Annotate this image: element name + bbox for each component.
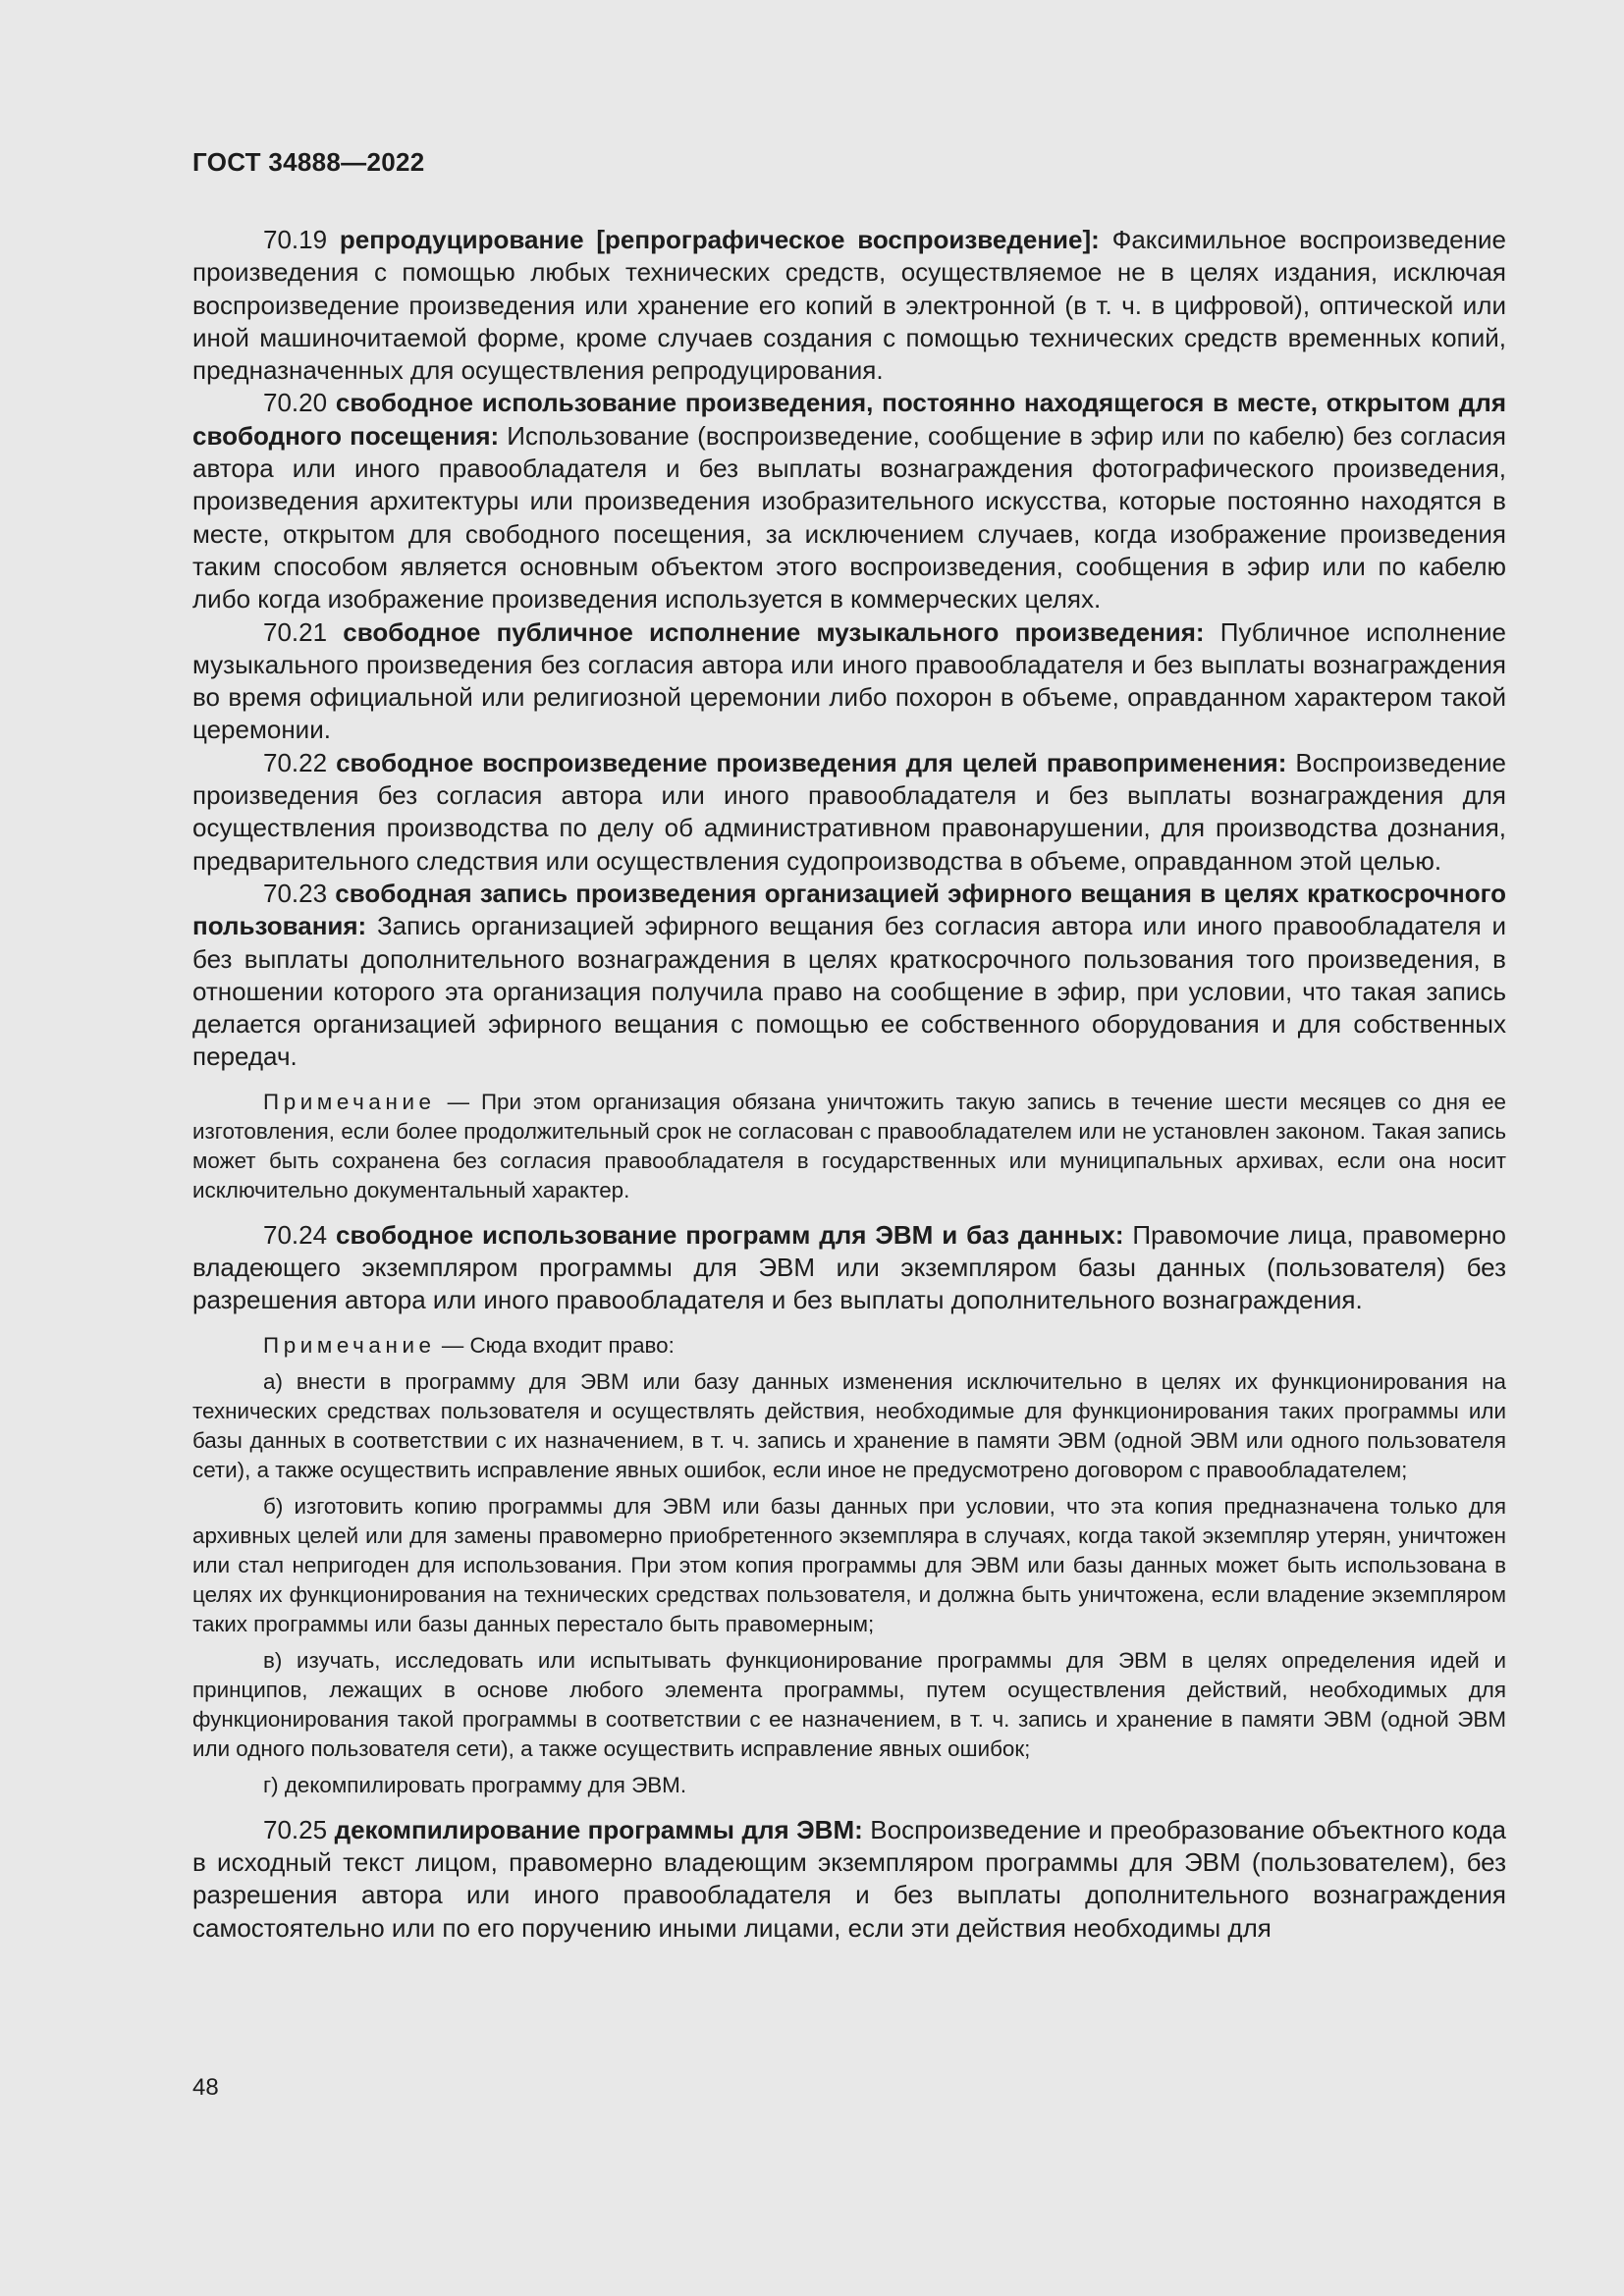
term-title: декомпилирование программы для ЭВМ: [334, 1814, 863, 1844]
term-title: свободное воспроизведение произведения для целей правоприменения: [336, 747, 1287, 777]
term-definition: Использование (воспроизведение, сообщение в эфир или по кабелю) без согласия автора или иного правообладателя и без выплаты вознаграждения фотографического произведения, произведения архитектуры или произведения изобразительного искусства, которые постоянно находятся в месте, открытом для свободного посещения, за исключением случаев, когда изображение произведения таким способом является основным объектом этого воспроизведения, сообщения в эфир или по кабелю либо когда изображение произведения используется в коммерческих целях. [192, 420, 1506, 614]
term-70-25 [192, 1814, 1506, 1945]
term-definition: Публичное исполнение музыкального произведения без согласия автора или иного правообладателя и без выплаты вознаграждения во время официальной или религиозной церемонии либо похорон в объеме, оправданном характером такой церемонии. [192, 616, 1506, 745]
note-70-24 [192, 1331, 1506, 1361]
document-body [192, 224, 1506, 1945]
term-70-22 [192, 747, 1506, 878]
note-text: — При этом организация обязана уничтожить такую запись в течение шести месяцев со дня ее изготовления, если более продолжительный срок не согласован с правообладателем или не установлен законом. Такая запись может быть сохранена без согласия правообладателя в государственных или муниципальных архивах, если она носит исключительно документальный характер. [192, 1089, 1506, 1202]
term-number: 70.21 [263, 616, 328, 647]
term-number: 70.25 [263, 1814, 328, 1844]
term-definition: Факсимильное воспроизведение произведения с помощью любых технических средств, осуществляемое не в целях издания, исключая воспроизведение произведения или хранение его копий в электронной (в т. ч. в цифровой), оптической или иной машиночитаемой форме, кроме случаев создания с помощью технических средств временных копий, предназначенных для осуществления репродуцирования. [192, 225, 1506, 386]
term-number: 70.24 [263, 1219, 328, 1250]
term-number: 70.19 [263, 225, 328, 254]
term-title: репродуцирование [репрографическое воспроизведение]: [339, 225, 1100, 254]
note-list-item-g: г) декомпилировать программу для ЭВМ. [263, 1772, 687, 1797]
term-definition: Воспроизведение и преобразование объектного кода в исходный текст лицом, правомерно владеющим экземпляром программы для ЭВМ (пользователем), без разрешения автора или иного правообладателя и без выплаты дополнительного вознаграждения самостоятельно или по его поручению иными лицами, если эти действия необходимы для [192, 1814, 1506, 1943]
document-header: ГОСТ 34888—2022 [192, 147, 425, 177]
term-definition: Воспроизведение произведения без согласия автора или иного правообладателя и без выплаты вознаграждения для осуществления производства по делу об административном правонарушении, для производства дознания, предварительного следствия или осуществления судопроизводства в объеме, оправданном этой целью. [192, 747, 1506, 876]
term-title: свободная запись произведения организацией эфирного вещания в целях краткосрочного пользования: [192, 878, 1506, 941]
term-70-24 [192, 1219, 1506, 1317]
note-label: Примечание [263, 1089, 436, 1114]
note-label: Примечание [263, 1332, 436, 1358]
term-70-19 [192, 224, 1506, 387]
term-title: свободное публичное исполнение музыкального произведения: [343, 616, 1205, 647]
note-text: — Сюда входит право: [441, 1332, 675, 1358]
term-number: 70.22 [263, 747, 328, 777]
term-70-21 [192, 616, 1506, 747]
term-70-23 [192, 878, 1506, 1074]
note-list-item-v: в) изучать, исследовать или испытывать функционирование программы для ЭВМ в целях определения идей и принципов, лежащих в основе любого элемента программы, путем осуществления действий, необходимых для функционирования такой программы в соответствии с ее назначением, в т. ч. запись и хранение в памяти ЭВМ (одной ЭВМ или одного пользователя сети), а также осуществить исправление явных ошибок; [192, 1647, 1506, 1761]
term-definition: Запись организацией эфирного вещания без согласия автора или иного правообладателя и без выплаты дополнительного вознаграждения в целях краткосрочного пользования того произведения, в отношении которого эта организация получила право на сообщение в эфир, при условии, что такая запись делается организацией эфирного вещания с помощью ее собственного оборудования и для собственных передач. [192, 911, 1506, 1072]
note-70-23 [192, 1088, 1506, 1205]
term-definition: Правомочие лица, правомерно владеющего экземпляром программы для ЭВМ или экземпляром базы данных (пользователя) без разрешения автора или иного правообладателя и без выплаты дополнительного вознаграждения. [192, 1219, 1506, 1315]
term-title: свободное использование произведения, постоянно находящегося в месте, открытом для свободного посещения: [192, 388, 1506, 451]
note-list-item-a: а) внести в программу для ЭВМ или базу данных изменения исключительно в целях их функционирования на технических средствах пользователя и осуществлять действия, необходимые для функционирования таких программы или базы данных в соответствии с их назначением, в т. ч. запись и хранение в памяти ЭВМ (одной ЭВМ или одного пользователя сети), а также осуществить исправление явных ошибок, если иное не предусмотрено договором с правообладателем; [192, 1368, 1506, 1482]
page-number: 48 [192, 2074, 219, 2101]
note-list-item-b: б) изготовить копию программы для ЭВМ или базы данных при условии, что эта копия предназначена только для архивных целей или для замены правомерно приобретенного экземпляра в случаях, когда такой экземпляр утерян, уничтожен или стал непригоден для использования. При этом копия программы для ЭВМ или базы данных может быть использована в целях их функционирования на технических средствах пользователя, и должна быть уничтожена, если владение экземпляром таких программы или базы данных перестало быть правомерным; [192, 1493, 1506, 1636]
term-title: свободное использование программ для ЭВМ и баз данных: [336, 1219, 1124, 1250]
term-number: 70.23 [263, 878, 328, 908]
term-number: 70.20 [263, 388, 328, 418]
term-70-20 [192, 387, 1506, 615]
